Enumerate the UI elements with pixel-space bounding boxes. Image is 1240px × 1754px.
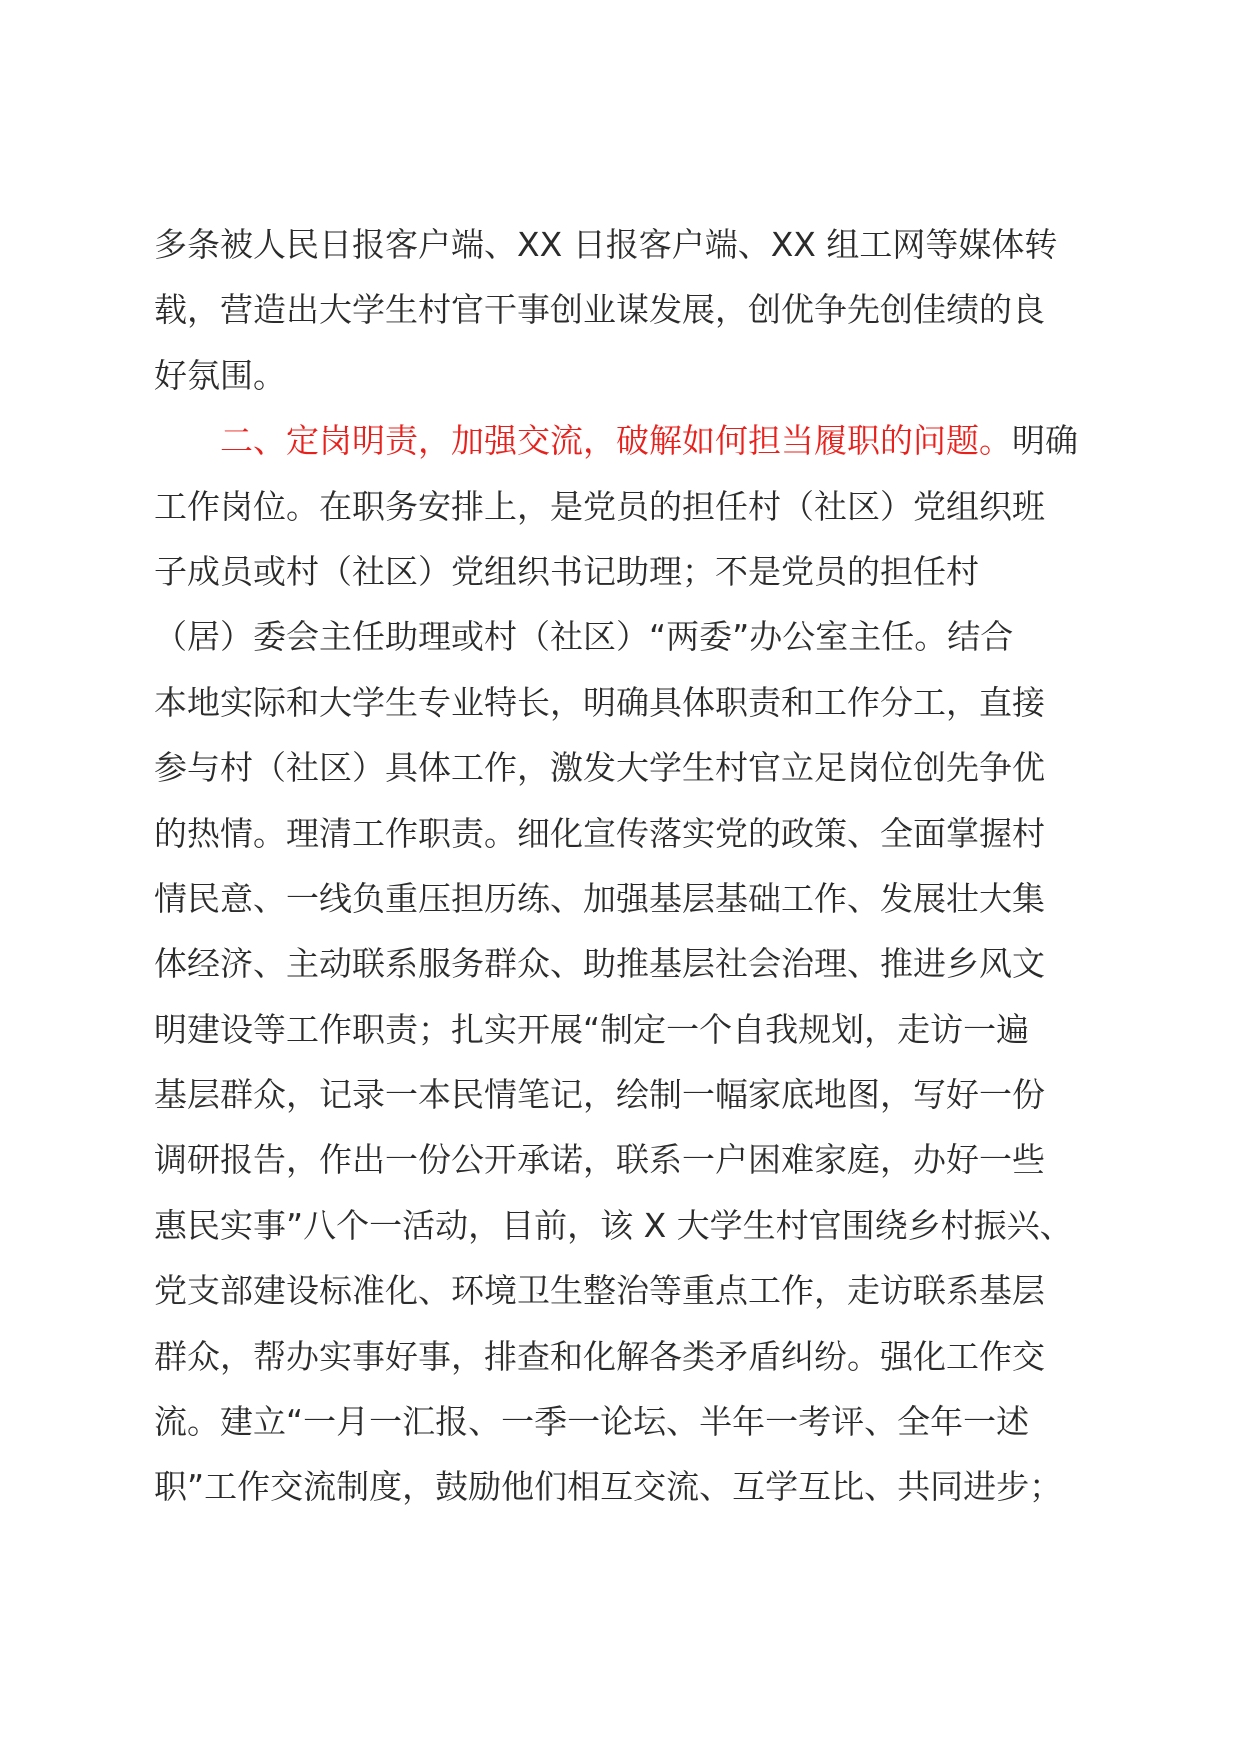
section-heading: 二、定岗明责，加强交流，破解如何担当履职的问题。 <box>220 421 1012 461</box>
text-line: 子成员或村（社区）党组织书记助理；不是党员的担任村 <box>154 551 979 591</box>
text-line: 群众，帮办实事好事，排查和化解各类矛盾纠纷。强化工作交 <box>154 1336 1045 1376</box>
text-line: 载，营造出大学生村官干事创业谋发展，创优争先创佳绩的良 <box>154 290 1045 330</box>
text-line: 情民意、一线负重压担历练、加强基层基础工作、发展壮大集 <box>154 878 1045 918</box>
text-line: 工作岗位。在职务安排上，是党员的担任村（社区）党组织班 <box>154 486 1045 526</box>
text-run: 明确 <box>1012 421 1078 461</box>
text-line: 职”工作交流制度，鼓励他们相互交流、互学互比、共同进步； <box>154 1467 1063 1507</box>
text-line: 惠民实事”八个一活动，目前，该 X 大学生村官围绕乡村振兴、 <box>154 1205 1073 1245</box>
text-line: 参与村（社区）具体工作，激发大学生村官立足岗位创先争优 <box>154 748 1045 788</box>
text-line: 本地实际和大学生专业特长，明确具体职责和工作分工，直接 <box>154 682 1045 722</box>
text-line: 的热情。理清工作职责。细化宣传落实党的政策、全面掌握村 <box>154 813 1045 853</box>
text-line: 明建设等工作职责；扎实开展“制定一个自我规划，走访一遍 <box>154 1009 1030 1049</box>
section-heading-line <box>154 408 1094 473</box>
text-line: （居）委会主任助理或村（社区）“两委”办公室主任。结合 <box>154 617 1014 657</box>
text-line: 党支部建设标准化、环境卫生整治等重点工作，走访联系基层 <box>154 1271 1045 1311</box>
body-text <box>154 212 1094 1520</box>
paragraph-indent <box>154 421 220 460</box>
text-line: 多条被人民日报客户端、XX 日报客户端、XX 组工网等媒体转 <box>154 225 1058 264</box>
text-line: 好氛围。 <box>154 355 286 395</box>
text-line: 流。建立“一月一汇报、一季一论坛、半年一考评、全年一述 <box>154 1402 1030 1442</box>
text-line: 调研报告，作出一份公开承诺，联系一户困难家庭，办好一些 <box>154 1140 1045 1180</box>
text-line: 基层群众，记录一本民情笔记，绘制一幅家底地图，写好一份 <box>154 1075 1045 1115</box>
text-line: 体经济、主动联系服务群众、助推基层社会治理、推进乡风文 <box>154 944 1045 984</box>
